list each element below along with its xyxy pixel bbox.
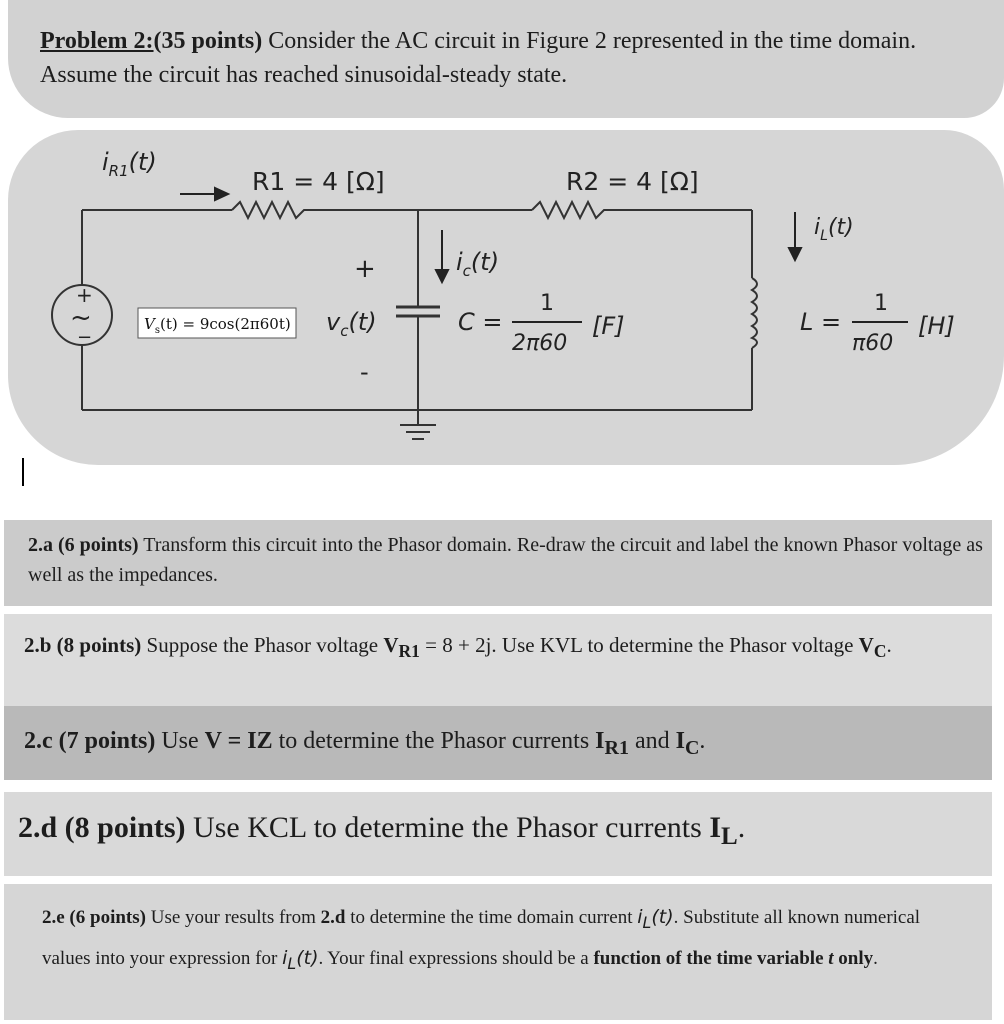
question-2e-text1: Use your results from (145, 907, 321, 928)
question-2e-label: 2.e (6 points) (42, 907, 146, 928)
vc-plus-sign: + (354, 254, 376, 284)
question-2b (24, 630, 984, 666)
inductor-coil (752, 278, 757, 348)
question-2e-il: i (637, 906, 643, 928)
question-2d (18, 808, 978, 857)
question-2e-bold-end2: only (833, 947, 874, 969)
question-2c-eq: V = IZ (204, 728, 273, 754)
vc-minus-sign: - (360, 358, 369, 386)
problem-heading: Problem 2: (40, 28, 154, 54)
c-prefix: C = (458, 308, 503, 336)
question-2c-text4: . (699, 728, 706, 754)
l-unit: [H] (918, 312, 955, 340)
question-2c-i: I (595, 728, 605, 754)
question-2e-text2: to determine the time domain current (345, 907, 638, 928)
question-2a-label: 2.a (6 points) (28, 534, 139, 556)
l-numerator: 1 (874, 291, 888, 316)
vs-label: $V_s(t) = 9\cos(2\pi 60t)$ (144, 315, 291, 336)
question-2b-text3: . (886, 633, 892, 657)
question-2e (42, 900, 972, 982)
question-2d-il: I (709, 811, 721, 844)
c-numerator: 1 (540, 291, 554, 316)
problem-text-line1: Consider the AC circuit in Figure 2 represented in the time domain. (262, 28, 917, 54)
vc-label: $v_c(t)$ (326, 308, 377, 340)
question-2b-v: V (383, 633, 399, 657)
problem-statement (40, 24, 1000, 92)
question-2c-label: 2.c (7 points) (24, 728, 156, 754)
question-2d-label: 2.d (8 points) (18, 811, 186, 844)
ir1-arrow (180, 188, 228, 200)
ic-arrow (436, 230, 448, 282)
question-2d-text1: Use KCL to determine the Phasor currents (185, 811, 710, 844)
question-2e-il2-sub: L (287, 953, 297, 973)
ground-symbol (400, 425, 436, 439)
problem-points: (35 points) (153, 28, 263, 54)
question-2d-text2: . (737, 811, 746, 844)
question-2b-vc: V (858, 633, 874, 657)
question-2b-label: 2.b (8 points) (24, 633, 142, 657)
question-2b-text2: = 8 + 2j. Use KVL to determine the Phasor voltage (419, 633, 859, 657)
question-2e-il2: i (282, 946, 288, 969)
il-arrow (789, 212, 801, 260)
question-2e-ref: 2.d (320, 907, 346, 928)
question-2c-i-sub: R1 (604, 736, 629, 759)
question-2c (24, 724, 984, 765)
question-2e-il-sub: L (642, 912, 652, 932)
question-2a-text: Transform this circuit into the Phasor domain. Re-draw the circuit and label the known Phasor voltage as well as the impedances. (28, 534, 983, 586)
question-2b-v-sub: R1 (398, 641, 420, 662)
r1-resistor (232, 202, 312, 218)
question-2b-vc-sub: C (873, 641, 887, 662)
r2-resistor (532, 202, 612, 218)
question-2c-text2: to determine the Phasor currents (272, 728, 596, 754)
question-2e-text3: . Substitute all known numerical values into your expression for (42, 907, 921, 969)
il-label: $i_L(t)$ (814, 215, 854, 244)
circuit-diagram (0, 130, 1004, 450)
c-unit: [F] (592, 312, 625, 340)
question-2e-text4: . Your final expressions should be a (318, 947, 594, 969)
ic-label: $i_c(t)$ (456, 248, 500, 280)
question-2c-text1: Use (155, 728, 205, 754)
source-plus-sign: + (76, 283, 93, 307)
r1-label: R1 = 4 [Ω] (252, 167, 385, 196)
question-2e-period: . (873, 947, 878, 969)
question-2e-il-arg: (t) (651, 906, 674, 928)
question-2e-bold-end: function of the time variable (593, 947, 829, 969)
source-tilde: ~ (70, 303, 92, 333)
ir1-label: $i_{R1}(t)$ (102, 148, 157, 180)
l-denominator: π60 (852, 331, 894, 356)
question-2e-il2-arg: (t) (296, 946, 319, 969)
question-2e-t: t (828, 947, 834, 969)
question-2b-text1: Suppose the Phasor voltage (141, 633, 384, 657)
question-2d-il-sub: L (721, 823, 738, 850)
question-2c-ic: I (675, 728, 685, 754)
l-prefix: L = (800, 308, 842, 336)
question-2a (28, 530, 988, 590)
r2-label: R2 = 4 [Ω] (566, 167, 699, 196)
c-denominator: 2π60 (512, 331, 568, 356)
question-2c-ic-sub: C (684, 736, 700, 759)
problem-text-line2: Assume the circuit has reached sinusoidal-steady state. (40, 62, 568, 88)
source-minus-sign: − (77, 327, 93, 348)
question-2c-text3: and (628, 728, 676, 754)
text-cursor-mark (22, 458, 24, 486)
